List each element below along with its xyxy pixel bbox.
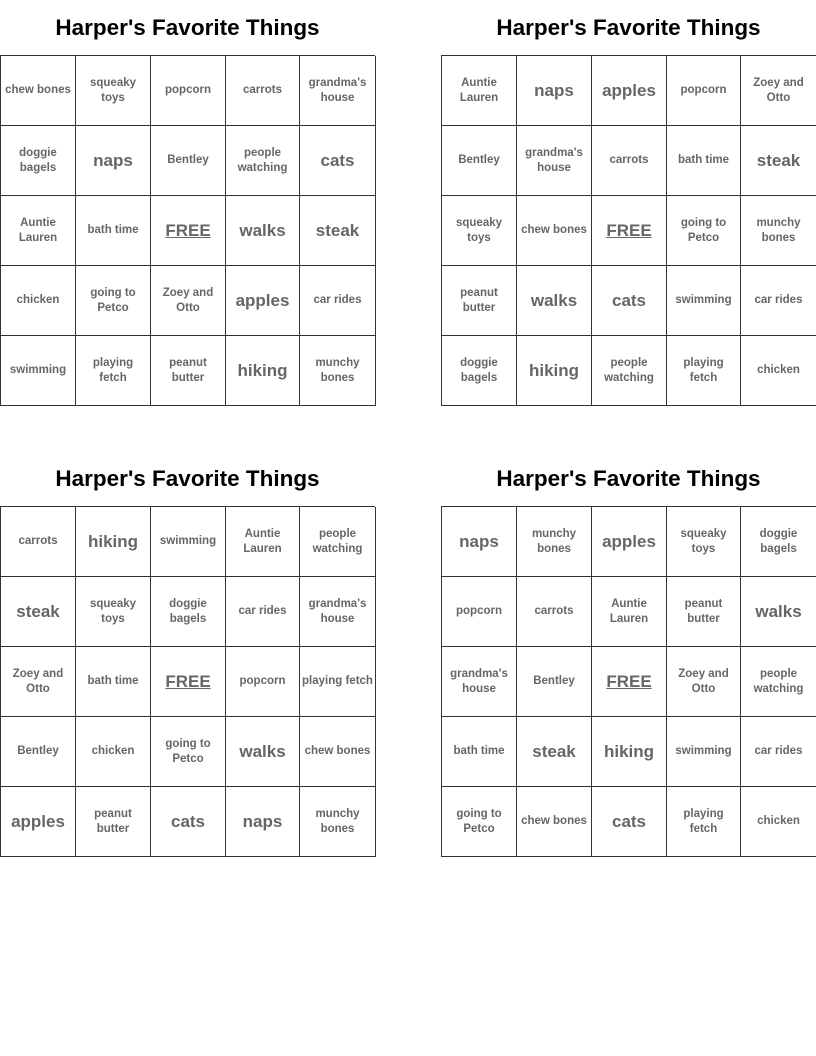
bingo-cell: popcorn bbox=[667, 56, 741, 126]
bingo-cell: going to Petco bbox=[442, 787, 517, 857]
bingo-cell: popcorn bbox=[442, 577, 517, 647]
card-title: Harper's Favorite Things bbox=[496, 15, 761, 40]
bingo-cell: carrots bbox=[1, 507, 76, 577]
bingo-cell: steak bbox=[741, 126, 816, 196]
bingo-cell: Auntie Lauren bbox=[592, 577, 667, 647]
bingo-cell: carrots bbox=[592, 126, 667, 196]
bingo-cell: chew bones bbox=[517, 196, 592, 266]
bingo-cell: car rides bbox=[741, 717, 816, 787]
bingo-cell: cats bbox=[592, 787, 667, 857]
bingo-cell: hiking bbox=[226, 336, 300, 406]
bingo-grid bbox=[441, 506, 816, 857]
bingo-cell: apples bbox=[1, 787, 76, 857]
bingo-cell: car rides bbox=[300, 266, 376, 336]
bingo-cell: apples bbox=[592, 56, 667, 126]
bingo-cell: cats bbox=[151, 787, 226, 857]
bingo-card-1 bbox=[0, 0, 375, 420]
bingo-cell: munchy bones bbox=[300, 787, 376, 857]
bingo-cell: naps bbox=[226, 787, 300, 857]
bingo-cell: squeaky toys bbox=[442, 196, 517, 266]
bingo-cell: walks bbox=[226, 196, 300, 266]
bingo-cell: swimming bbox=[1, 336, 76, 406]
bingo-cell: munchy bones bbox=[300, 336, 376, 406]
card-title: Harper's Favorite Things bbox=[496, 466, 761, 491]
bingo-cell: going to Petco bbox=[667, 196, 741, 266]
bingo-cell: people watching bbox=[741, 647, 816, 717]
bingo-cell: hiking bbox=[517, 336, 592, 406]
bingo-cell: bath time bbox=[667, 126, 741, 196]
bingo-cell: hiking bbox=[592, 717, 667, 787]
bingo-cell: chicken bbox=[741, 787, 816, 857]
bingo-cell: chew bones bbox=[300, 717, 376, 787]
bingo-cell: Auntie Lauren bbox=[226, 507, 300, 577]
bingo-cell: grandma's house bbox=[300, 56, 376, 126]
bingo-cell: walks bbox=[226, 717, 300, 787]
bingo-cell: people watching bbox=[592, 336, 667, 406]
bingo-cell: popcorn bbox=[226, 647, 300, 717]
bingo-cell: naps bbox=[442, 507, 517, 577]
bingo-cell: naps bbox=[517, 56, 592, 126]
free-space: FREE bbox=[151, 647, 226, 717]
bingo-cell: playing fetch bbox=[76, 336, 151, 406]
bingo-grid bbox=[441, 55, 816, 406]
bingo-cell: chew bones bbox=[1, 56, 76, 126]
bingo-cell: bath time bbox=[442, 717, 517, 787]
bingo-cell: people watching bbox=[226, 126, 300, 196]
bingo-cell: chicken bbox=[1, 266, 76, 336]
bingo-cell: cats bbox=[592, 266, 667, 336]
bingo-cell: steak bbox=[1, 577, 76, 647]
bingo-cell: playing fetch bbox=[300, 647, 376, 717]
bingo-cell: Zoey and Otto bbox=[1, 647, 76, 717]
bingo-cell: cats bbox=[300, 126, 376, 196]
bingo-card-4 bbox=[441, 451, 816, 871]
bingo-cell: Bentley bbox=[517, 647, 592, 717]
bingo-cell: hiking bbox=[76, 507, 151, 577]
bingo-cell: peanut butter bbox=[442, 266, 517, 336]
bingo-cell: chicken bbox=[76, 717, 151, 787]
bingo-cell: munchy bones bbox=[517, 507, 592, 577]
bingo-cell: playing fetch bbox=[667, 336, 741, 406]
bingo-cell: bath time bbox=[76, 196, 151, 266]
bingo-cell: grandma's house bbox=[442, 647, 517, 717]
bingo-cell: Bentley bbox=[151, 126, 226, 196]
bingo-cell: Bentley bbox=[1, 717, 76, 787]
bingo-cell: peanut butter bbox=[151, 336, 226, 406]
bingo-cell: steak bbox=[517, 717, 592, 787]
bingo-cell: doggie bagels bbox=[442, 336, 517, 406]
bingo-cell: chicken bbox=[741, 336, 816, 406]
bingo-cell: swimming bbox=[151, 507, 226, 577]
free-space: FREE bbox=[592, 647, 667, 717]
bingo-cell: peanut butter bbox=[76, 787, 151, 857]
bingo-cell: playing fetch bbox=[667, 787, 741, 857]
bingo-cell: popcorn bbox=[151, 56, 226, 126]
bingo-cell: Auntie Lauren bbox=[1, 196, 76, 266]
bingo-card-2 bbox=[441, 0, 816, 420]
bingo-cell: going to Petco bbox=[151, 717, 226, 787]
bingo-grid bbox=[0, 55, 375, 406]
bingo-cell: squeaky toys bbox=[667, 507, 741, 577]
bingo-cell: doggie bagels bbox=[741, 507, 816, 577]
bingo-card-3 bbox=[0, 451, 375, 871]
bingo-cell: carrots bbox=[517, 577, 592, 647]
bingo-cell: apples bbox=[226, 266, 300, 336]
bingo-cell: walks bbox=[517, 266, 592, 336]
bingo-cell: grandma's house bbox=[300, 577, 376, 647]
bingo-cell: swimming bbox=[667, 717, 741, 787]
bingo-cell: walks bbox=[741, 577, 816, 647]
bingo-cell: Auntie Lauren bbox=[442, 56, 517, 126]
card-title: Harper's Favorite Things bbox=[55, 15, 320, 40]
bingo-cell: doggie bagels bbox=[1, 126, 76, 196]
bingo-cell: people watching bbox=[300, 507, 376, 577]
bingo-grid bbox=[0, 506, 375, 857]
bingo-cell: car rides bbox=[741, 266, 816, 336]
bingo-cell: doggie bagels bbox=[151, 577, 226, 647]
bingo-cell: carrots bbox=[226, 56, 300, 126]
bingo-cell: swimming bbox=[667, 266, 741, 336]
bingo-cell: steak bbox=[300, 196, 376, 266]
bingo-cell: grandma's house bbox=[517, 126, 592, 196]
bingo-cell: peanut butter bbox=[667, 577, 741, 647]
bingo-cell: squeaky toys bbox=[76, 577, 151, 647]
bingo-cell: Zoey and Otto bbox=[151, 266, 226, 336]
bingo-cell: Zoey and Otto bbox=[667, 647, 741, 717]
bingo-cell: going to Petco bbox=[76, 266, 151, 336]
bingo-cell: car rides bbox=[226, 577, 300, 647]
bingo-cell: Zoey and Otto bbox=[741, 56, 816, 126]
bingo-cell: chew bones bbox=[517, 787, 592, 857]
card-title: Harper's Favorite Things bbox=[55, 466, 320, 491]
bingo-cell: apples bbox=[592, 507, 667, 577]
bingo-cell: munchy bones bbox=[741, 196, 816, 266]
bingo-cell: bath time bbox=[76, 647, 151, 717]
bingo-cell: Bentley bbox=[442, 126, 517, 196]
free-space: FREE bbox=[592, 196, 667, 266]
bingo-cell: squeaky toys bbox=[76, 56, 151, 126]
bingo-cell: naps bbox=[76, 126, 151, 196]
free-space: FREE bbox=[151, 196, 226, 266]
